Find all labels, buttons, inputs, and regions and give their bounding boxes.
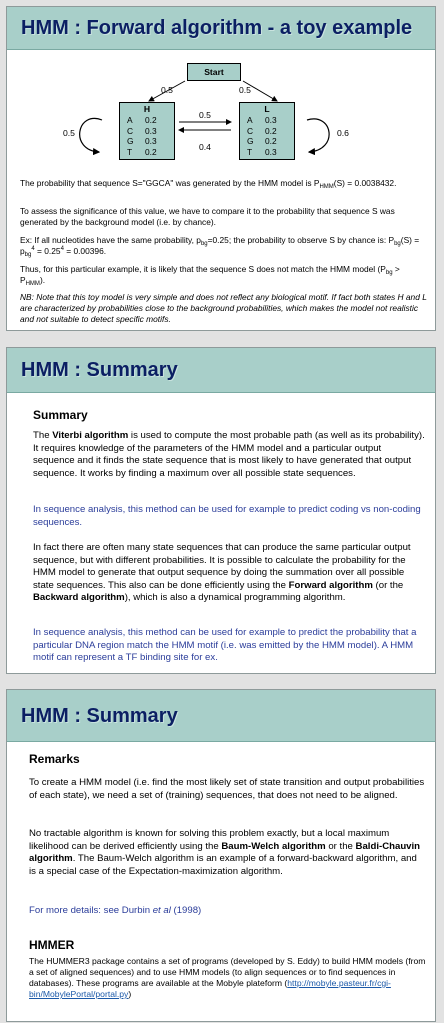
l-emission-row [247,126,277,137]
paragraph-background-example: Ex: If all nucleotides have the same probability, $p_{bg}=0.25$; the probability to observe S by chance is: $P_{bg}(S) = p_{bg}^4 = 0.25^4 = 0.00396$. [20,235,420,258]
l-emission-row [247,115,277,126]
emission-base: T [127,146,133,157]
h-emission-row [127,115,157,126]
start-to-l-prob: 0.5 [239,85,251,95]
mobyle-portal-link[interactable]: http://mobyle.pasteur.fr/cgi-bin/MobylePortal/portal.py [29,978,391,999]
slide-summary-1 [6,347,436,674]
l-self-loop [307,119,329,152]
emission-base: G [127,136,134,146]
emission-prob: 0.2 [265,125,277,136]
h-emission-row [127,147,157,158]
section-heading: Summary [33,408,88,422]
paragraph-baum-welch: No tractable algorithm is known for solving this problem exactly, but a local maximum likelihood can be derived efficiently using the Baum-Welch algorithm or the Baldi-Chauvin algorithm. The Baum-Welch algorithm is an example of a forward-backward algorithm, and is a special case of the Expectation-maximization algorithm. [29,828,421,877]
hmm-diagram [7,50,437,175]
l-state-box [239,102,295,160]
emission-prob: 0.2 [265,136,277,146]
h-emission-row [127,136,157,147]
emission-base: C [127,125,134,136]
slide-forward-algorithm [6,6,436,331]
remarks-heading: Remarks [29,752,80,766]
l-to-h-prob: 0.4 [199,142,211,152]
paragraph-forward: In fact there are often many state sequences that can produce the same particular output sequence, but with different probabilities. It is possible to calculate the probability for the HMM model to generate that output sequence by doing the summation over all possible state sequences. This also can be done efficiently using the Forward algorithm (or the Backward algorithm), which is also a dynamical programming algorithm. [33,542,411,604]
paragraph-forward-use: In sequence analysis, this method can be used for example to predict the probability that a particular DNA region match the HMM motif (i.e. was emitted by the HMM model). A HMM motif can represent a TF binding site for ex. [33,627,417,664]
h-state-box [119,102,175,160]
l-emission-row [247,147,277,158]
emission-prob: 0.3 [265,115,277,125]
h-to-l-prob: 0.5 [199,110,211,120]
emission-prob: 0.2 [145,146,157,157]
paragraph-significance: To assess the significance of this value, we have to compare it to the probability that sequence S was generated by the background model (i.e. by chance). [20,206,395,227]
start-to-h-prob: 0.5 [161,85,173,95]
emission-prob: 0.3 [145,125,157,136]
start-label: Start [204,67,224,77]
l-self-prob: 0.6 [337,128,349,138]
l-label: L [264,104,270,114]
emission-prob: 0.2 [145,115,157,125]
l-emission-row [247,136,277,147]
h-emission-row [127,126,157,137]
h-emission-table [127,115,157,157]
slide-summary-2 [6,689,436,1022]
slide-title: HMM : Summary [7,690,435,742]
paragraph-durbin: For more details: see Durbin et al (1998) [29,905,202,916]
emission-base: A [127,115,133,125]
paragraph-training: To create a HMM model (i.e. find the most likely set of state transition and output probabilities of each state), we need a set of (training) sequences, that does not need to be aligned. [29,777,425,801]
hmmer-heading: HMMER [29,938,75,952]
emission-prob: 0.3 [265,146,277,157]
paragraph-viterbi-use: In sequence analysis, this method can be used for example to predict coding vs non-coding sequences. [33,504,421,528]
h-label: H [143,104,151,114]
paragraph-hmmer: The HUMMER3 package contains a set of programs (developed by S. Eddy) to build HMM models (from a set of aligned sequences) and to use HMM models (to align sequences or to find sequences in databases). These programs are available at the Mobyle plateform (http://mobyle.pasteur.fr/cgi-bin/MobylePortal/portal.py) [29,956,426,999]
emission-base: G [247,136,254,146]
emission-base: C [247,125,254,136]
emission-base: A [247,115,253,125]
emission-base: T [247,146,253,157]
l-emission-table [247,115,277,157]
paragraph-probability: The probability that sequence S="GGCA" was generated by the HMM model is $P_{HMM}(S) = 0.0038432$. [20,178,397,190]
paragraph-viterbi: The Viterbi algorithm is used to compute the most probable path (as well as its probability). It requires knowledge of the parameters of the HMM model and a particular output sequence and it finds the state sequence that is most likely to have generated that output sequence. It works by finding a maximum over all possible state sequences. [33,430,425,479]
h-self-loop [80,118,102,152]
paragraph-conclusion: Thus, for this particular example, it is likely that the sequence S does not match the HMM model $(P_{bg} > P_{HMM})$. [20,264,400,287]
start-state-box [187,63,241,81]
emission-prob: 0.3 [145,136,157,146]
slide-title: HMM : Summary [7,348,435,393]
slide-title: HMM : Forward algorithm - a toy example [7,7,435,50]
h-self-prob: 0.5 [63,128,75,138]
paragraph-note: NB: Note that this toy model is very simple and does not reflect any biological motif. If fact both states H and L are characterized by probabilities close to the background probabilities, which makes the model not realistic and not suitable to detect specific motifs. [20,292,427,324]
